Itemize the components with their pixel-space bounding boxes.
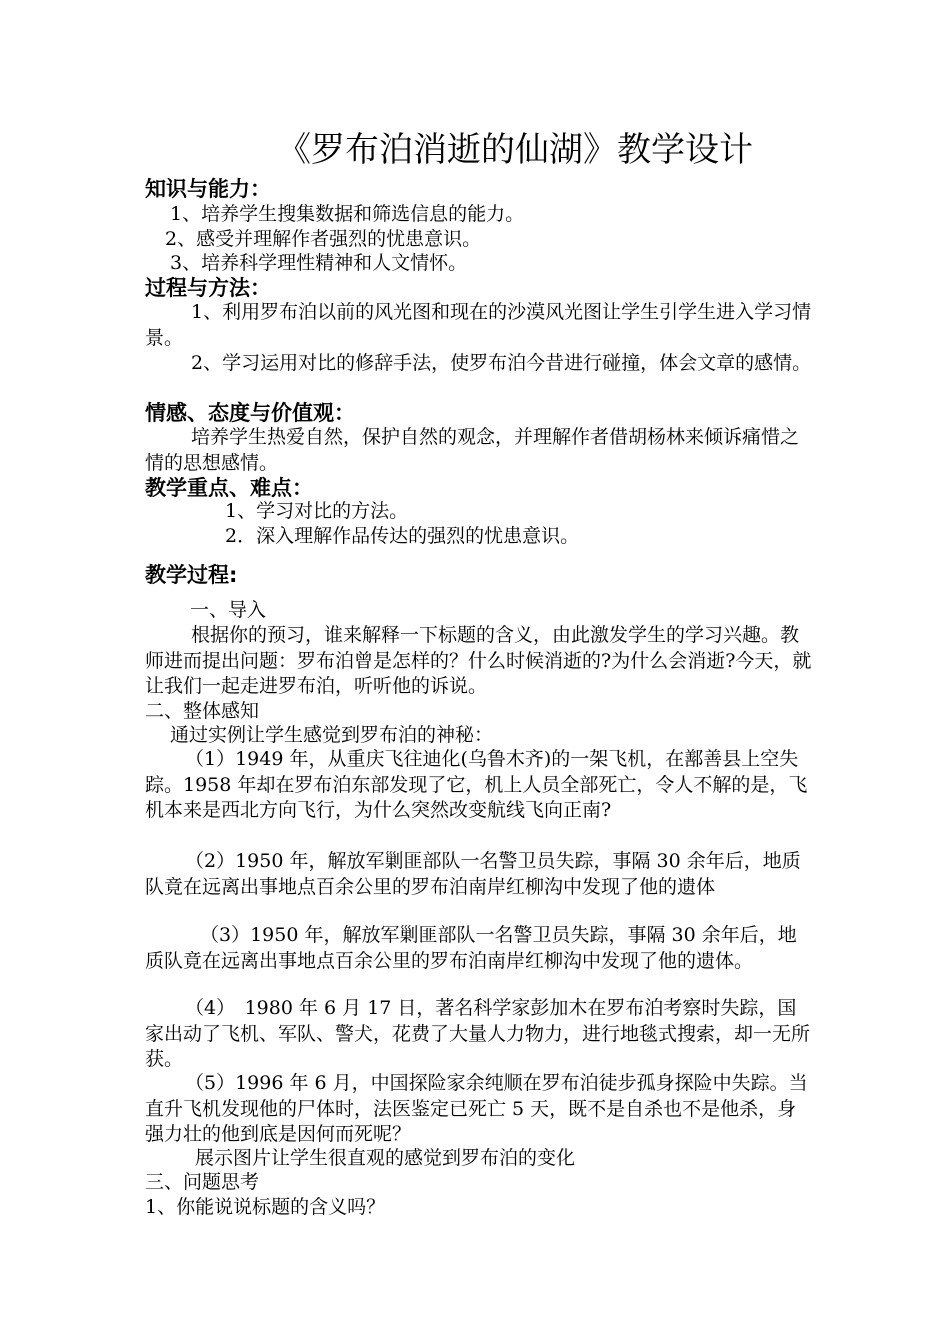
heading-teaching: 教学过程: <box>145 563 238 587</box>
overall-lead: 通过实例让学生感觉到罗布泊的神秘： <box>170 724 494 746</box>
keypoint-item-2: 2．深入理解作品传达的强烈的忧患意识。 <box>225 525 580 547</box>
example-2: （2）1950 年，解放军剿匪部队一名警卫员失踪，事隔 30 余年后，地质队竟在远离出事地点百余公里的罗布泊南岸红柳沟中发现了他的遗体 <box>145 850 801 898</box>
knowledge-item-3: 3、培养科学理性精神和人文情怀。 <box>170 252 468 274</box>
heading-process: 过程与方法： <box>145 276 271 300</box>
example-4: （4） 1980 年 6 月 17 日，著名科学家彭加木在罗布泊考察时失踪，国家出动了飞机、军队、警犬，花费了大量人力物力，进行地毯式搜索，却一无所获。 <box>145 997 811 1070</box>
heading-emotion: 情感、态度与价值观： <box>145 401 355 425</box>
keypoint-item-1: 1、学习对比的方法。 <box>225 500 409 522</box>
document-title: 《罗布泊消逝的仙湖》教学设计 <box>277 130 753 170</box>
knowledge-item-2: 2、感受并理解作者强烈的忧患意识。 <box>165 228 482 250</box>
question-1: 1、你能说说标题的含义吗？ <box>145 1196 386 1218</box>
intro-text: 根据你的预习，谁来解释一下标题的含义，由此激发学生的学习兴趣。教师进而提出问题：罗布泊曾是怎样的？什么时候消逝的?为什么会消逝?今天，就让我们一起走进罗布泊，听听他的诉说。 <box>145 624 812 697</box>
example-1: （1）1949 年，从重庆飞往迪化(乌鲁木齐)的一架飞机，在鄯善县上空失踪。1958 年却在罗布泊东部发现了它，机上人员全部死亡，令人不解的是，飞机本来是西北方向飞行，为什么突然改变航线飞向正南? <box>145 748 808 821</box>
example-5: （5）1996 年 6 月，中国探险家余纯顺在罗布泊徒步孤身探险中失踪。当直升飞机发现他的尸体时，法医鉴定已死亡 5 天，既不是自杀也不是他杀，身强力壮的他到底是因何而死呢？ <box>145 1072 808 1145</box>
emotion-text: 培养学生热爱自然，保护自然的观念，并理解作者借胡杨林来倾诉痛惜之情的思想感情。 <box>145 426 800 474</box>
pictures-note: 展示图片让学生很直观的感觉到罗布泊的变化 <box>195 1147 576 1169</box>
process-item-1: 1、利用罗布泊以前的风光图和现在的沙漠风光图让学生引学生进入学习情景。 <box>145 301 812 349</box>
overall-label: 二、整体感知 <box>145 700 260 722</box>
questions-label: 三、问题思考 <box>145 1171 260 1193</box>
knowledge-item-1: 1、培养学生搜集数据和筛选信息的能力。 <box>170 203 525 225</box>
intro-label: 一、导入 <box>190 599 267 621</box>
heading-knowledge: 知识与能力： <box>145 177 271 201</box>
example-3: （3）1950 年，解放军剿匪部队一名警卫员失踪，事隔 30 余年后，地质队竟在远离出事地点百余公里的罗布泊南岸红柳沟中发现了他的遗体。 <box>145 924 797 972</box>
heading-keypoints: 教学重点、难点： <box>145 476 313 500</box>
process-item-2: 2、学习运用对比的修辞手法，使罗布泊今昔进行碰撞，体会文章的感情。 <box>191 352 812 374</box>
